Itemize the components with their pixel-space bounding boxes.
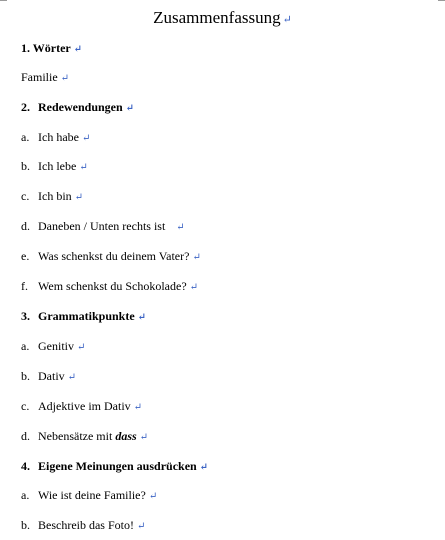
list-item: [21, 429, 148, 445]
paragraph-mark-icon: ↵: [192, 252, 201, 263]
heading-1: [21, 41, 82, 57]
list-label: 4.: [21, 459, 30, 473]
paragraph-mark-icon: ↵: [79, 162, 88, 173]
list-item: [21, 369, 76, 385]
paragraph-mark-icon: ↵: [189, 282, 199, 293]
paragraph-mark-icon: ↵: [137, 312, 147, 323]
list-item-text: Genitiv: [38, 339, 74, 353]
paragraph-mark-icon: ↵: [81, 133, 91, 144]
list-label: d.: [21, 219, 30, 233]
list-label: c.: [21, 399, 30, 413]
paragraph-mark-icon: ↵: [67, 372, 77, 383]
list-item: [21, 219, 185, 235]
paragraph-mark-icon: ↵: [139, 432, 149, 443]
line-text: Familie: [21, 70, 58, 84]
heading-text: 1. Wörter: [21, 41, 71, 55]
list-label: b.: [21, 518, 30, 532]
list-label: f.: [21, 279, 28, 293]
list-item: [21, 488, 157, 504]
text-line: [21, 70, 69, 86]
page-corner-mark: [438, 0, 445, 1]
heading-text: Eigene Meinungen ausdrücken: [38, 459, 197, 473]
list-item-text: Daneben / Unten rechts ist: [38, 219, 166, 233]
list-item-text: Ich bin: [38, 189, 72, 203]
list-item: [21, 399, 142, 415]
paragraph-mark-icon: ↵: [60, 73, 70, 84]
list-item: [21, 249, 201, 265]
list-label: b.: [21, 159, 30, 173]
paragraph-mark-icon: ↵: [136, 521, 146, 532]
list-item: [21, 159, 88, 175]
paragraph-mark-icon: ↵: [282, 14, 292, 26]
paragraph-mark-icon: ↵: [148, 491, 158, 502]
list-item: [21, 339, 85, 355]
list-label: 2.: [21, 100, 30, 114]
heading-2: [21, 100, 134, 116]
list-item-text: Ich habe: [38, 130, 79, 144]
paragraph-mark-icon: ↵: [133, 402, 143, 413]
document-title: [0, 8, 445, 30]
page-corner-mark: [0, 0, 7, 1]
list-item: [21, 189, 83, 205]
heading-text: Grammatikpunkte: [38, 309, 135, 323]
list-item-text: Nebensätze mit: [38, 429, 113, 443]
list-label: 3.: [21, 309, 30, 323]
heading-3: [21, 309, 146, 325]
paragraph-mark-icon: ↵: [77, 342, 86, 353]
list-label: e.: [21, 249, 30, 263]
list-item-text: Dativ: [38, 369, 65, 383]
heading-text: Redewendungen: [38, 100, 123, 114]
title-text: Zusammenfassung: [153, 8, 281, 27]
list-item: [21, 279, 198, 295]
list-label: b.: [21, 369, 30, 383]
list-label: d.: [21, 429, 30, 443]
list-item-text: Wie ist deine Familie?: [38, 488, 146, 502]
paragraph-mark-icon: ↵: [125, 103, 135, 114]
paragraph-mark-icon: ↵: [73, 44, 83, 55]
list-item-text: Was schenkst du deinem Vater?: [38, 249, 190, 263]
list-item: [21, 130, 90, 146]
paragraph-mark-icon: ↵: [74, 192, 84, 203]
list-item: [21, 518, 145, 534]
paragraph-mark-icon: ↵: [176, 222, 185, 233]
paragraph-mark-icon: ↵: [199, 462, 209, 473]
emphasized-word: dass: [115, 429, 137, 443]
list-item-text: Ich lebe: [38, 159, 77, 173]
list-label: c.: [21, 189, 30, 203]
list-label: a.: [21, 339, 30, 353]
list-item-text: Beschreib das Foto!: [38, 518, 134, 532]
heading-4: [21, 459, 208, 475]
list-item-text: Wem schenkst du Schokolade?: [38, 279, 187, 293]
list-label: a.: [21, 130, 30, 144]
list-item-text: Adjektive im Dativ: [38, 399, 131, 413]
list-label: a.: [21, 488, 30, 502]
